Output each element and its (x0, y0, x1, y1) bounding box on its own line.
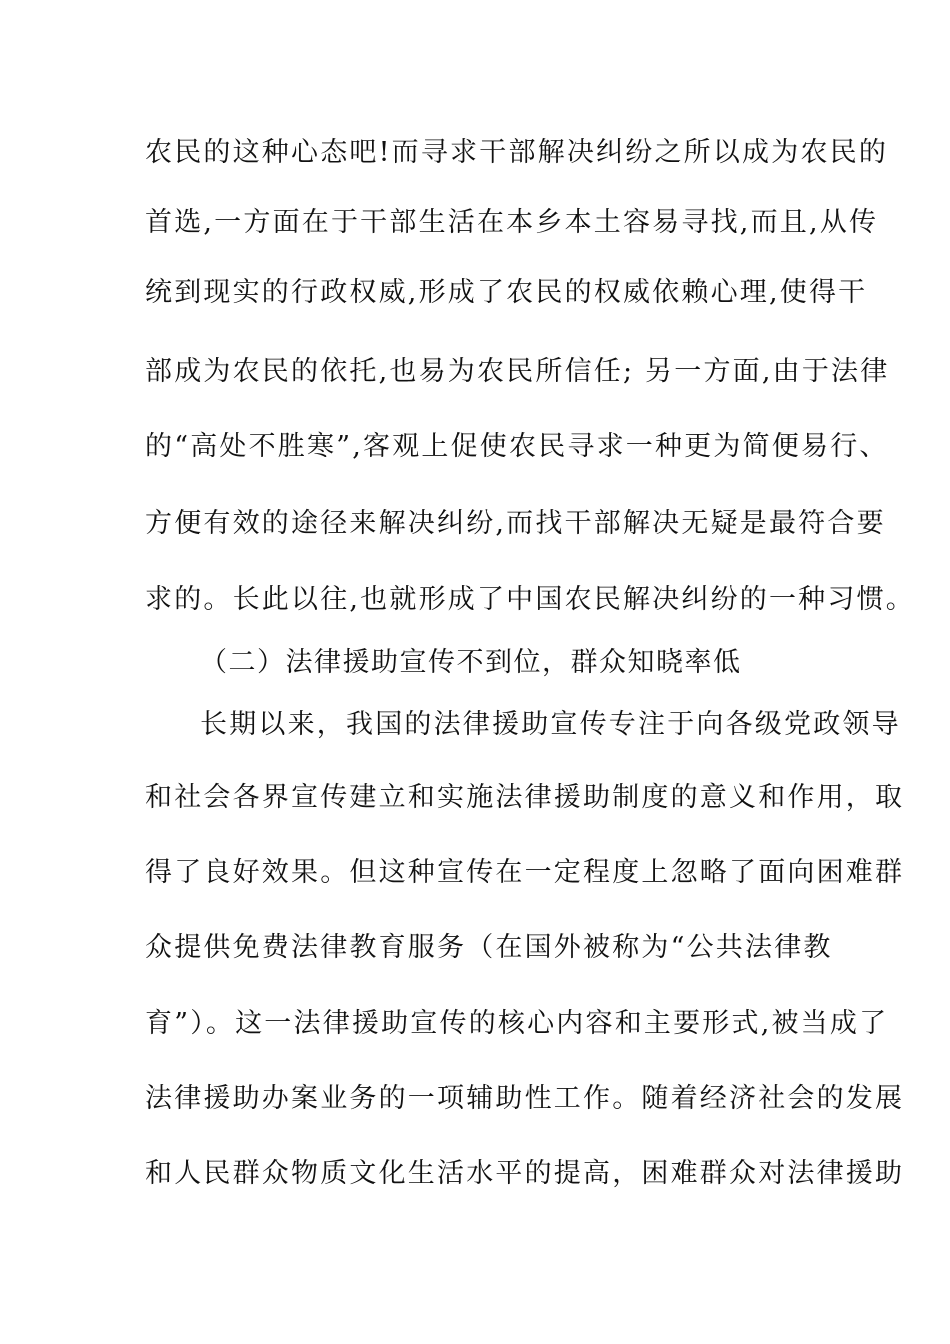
paragraph-line-13: 法律援助办案业务的一项辅助性工作。随着经济社会的发展 (145, 1083, 905, 1114)
paragraph-line-14: 和人民群众物质文化生活水平的提高，困难群众对法律援助 (145, 1158, 905, 1189)
paragraph-line-8: 长期以来，我国的法律援助宣传专注于向各级党政领导 (200, 709, 901, 740)
paragraph-line-7: 求的。长此以往,也就形成了中国农民解决纠纷的一种习惯。 (145, 584, 915, 615)
paragraph-line-11: 众提供免费法律教育服务（在国外被称为“公共法律教 (145, 932, 833, 963)
paragraph-line-5: 的“高处不胜寒”,客观上促使农民寻求一种更为简便易行、 (145, 431, 889, 462)
paragraph-line-6: 方便有效的途径来解决纠纷,而找干部解决无疑是最符合要 (145, 508, 886, 539)
paragraph-line-1: 农民的这种心态吧!而寻求干部解决纠纷之所以成为农民的 (145, 137, 889, 168)
paragraph-line-10: 得了良好效果。但这种宣传在一定程度上忽略了面向困难群 (145, 857, 905, 888)
section-heading: （二）法律援助宣传不到位，群众知晓率低 (200, 647, 742, 678)
paragraph-line-3: 统到现实的行政权威,形成了农民的权威依赖心理,使得干 (145, 277, 868, 308)
paragraph-line-9: 和社会各界宣传建立和实施法律援助制度的意义和作用，取 (145, 782, 905, 813)
paragraph-line-2: 首选,一方面在于干部生活在本乡本土容易寻找,而且,从传 (145, 207, 879, 238)
paragraph-line-12: 育”）。这一法律援助宣传的核心内容和主要形式,被当成了 (145, 1008, 889, 1039)
paragraph-line-4: 部成为农民的依托,也易为农民所信任; 另一方面,由于法律 (145, 356, 890, 387)
